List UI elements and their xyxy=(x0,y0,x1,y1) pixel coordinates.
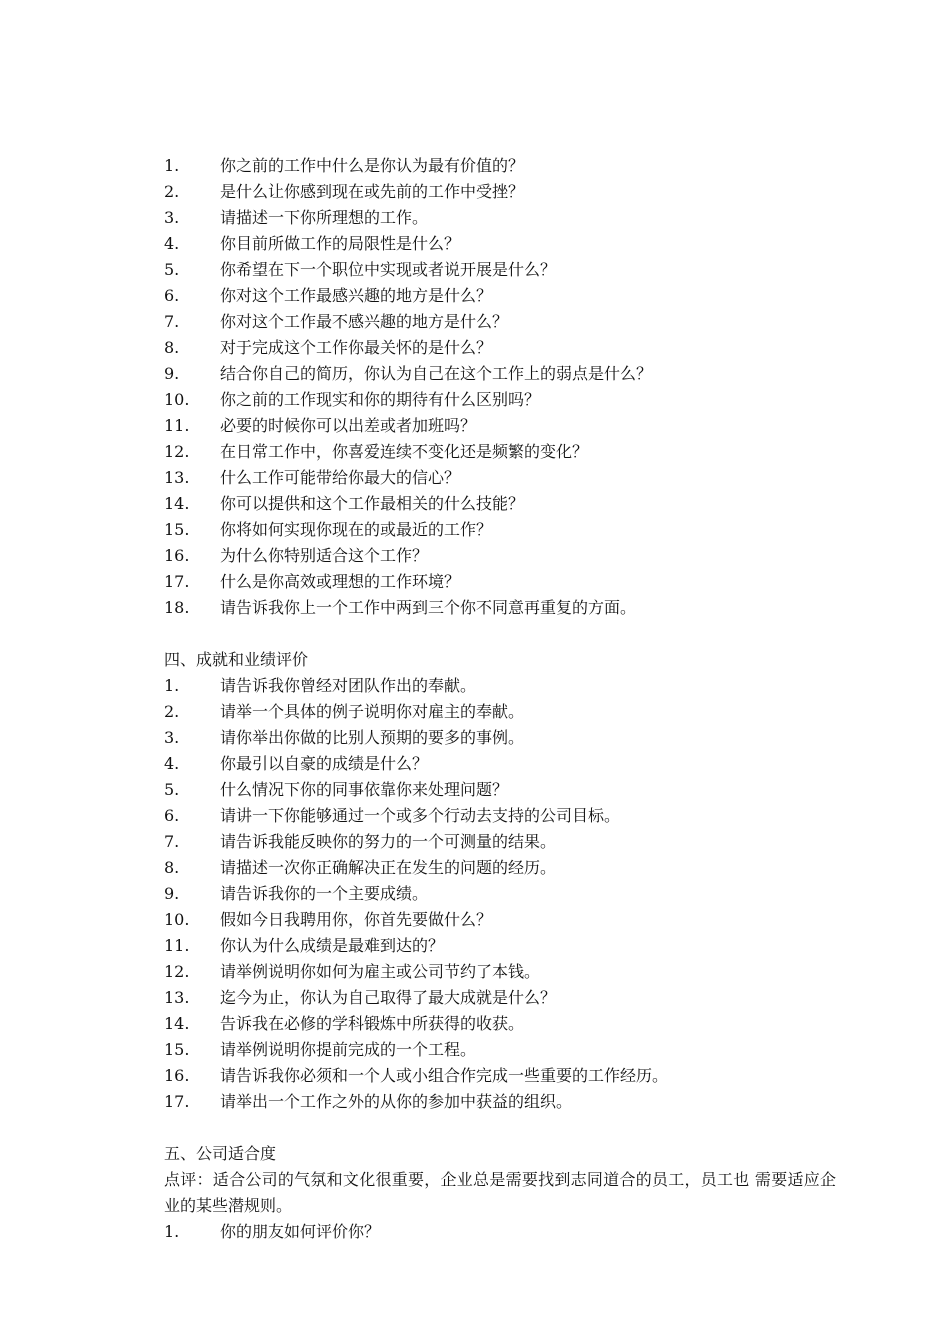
item-text: 必要的时候你可以出差或者加班吗？ xyxy=(220,416,477,435)
list-item xyxy=(164,413,844,439)
list-item xyxy=(164,985,844,1011)
item-number: 2. xyxy=(164,182,180,201)
list-item xyxy=(164,179,844,205)
item-number: 10. xyxy=(164,910,190,929)
item-text: 请描述一次你正确解决正在发生的问题的经历。 xyxy=(220,858,557,877)
list-item xyxy=(164,543,844,569)
item-number: 3. xyxy=(164,728,180,747)
item-number: 6. xyxy=(164,286,180,305)
list-item xyxy=(164,439,844,465)
item-number: 16. xyxy=(164,1066,190,1085)
item-number: 9. xyxy=(164,364,180,383)
item-text: 在日常工作中，你喜爱连续不变化还是频繁的变化？ xyxy=(220,442,589,461)
list-item xyxy=(164,1219,844,1245)
item-text: 你之前的工作现实和你的期待有什么区别吗？ xyxy=(220,390,541,409)
item-text: 请举例说明你如何为雇主或公司节约了本钱。 xyxy=(220,962,541,981)
list-item xyxy=(164,855,844,881)
item-text: 什么工作可能带给你最大的信心？ xyxy=(220,468,461,487)
list-item xyxy=(164,491,844,517)
item-number: 17. xyxy=(164,1092,190,1111)
item-text: 请告诉我你的一个主要成绩。 xyxy=(220,884,429,903)
list-item xyxy=(164,1037,844,1063)
section-company-fit xyxy=(164,1141,844,1245)
list-item xyxy=(164,1063,844,1089)
list-item xyxy=(164,517,844,543)
list-item xyxy=(164,335,844,361)
list-item xyxy=(164,283,844,309)
item-text: 你对这个工作最不感兴趣的地方是什么？ xyxy=(220,312,509,331)
item-number: 9. xyxy=(164,884,180,903)
item-number: 8. xyxy=(164,858,180,877)
item-number: 7. xyxy=(164,312,180,331)
spacer xyxy=(164,621,844,647)
item-number: 6. xyxy=(164,806,180,825)
item-number: 8. xyxy=(164,338,180,357)
item-number: 1. xyxy=(164,156,180,175)
list-item xyxy=(164,907,844,933)
section-achievements xyxy=(164,647,844,1115)
list-item xyxy=(164,933,844,959)
item-number: 14. xyxy=(164,1014,190,1033)
item-number: 18. xyxy=(164,598,190,617)
item-text: 请举一个具体的例子说明你对雇主的奉献。 xyxy=(220,702,525,721)
item-text: 请告诉我能反映你的努力的一个可测量的结果。 xyxy=(220,832,557,851)
item-number: 16. xyxy=(164,546,190,565)
item-number: 5. xyxy=(164,780,180,799)
item-text: 什么是你高效或理想的工作环境？ xyxy=(220,572,461,591)
list-item xyxy=(164,673,844,699)
item-number: 13. xyxy=(164,468,190,487)
list-item xyxy=(164,881,844,907)
item-text: 请举例说明你提前完成的一个工程。 xyxy=(220,1040,477,1059)
item-text: 你对这个工作最感兴趣的地方是什么？ xyxy=(220,286,493,305)
item-number: 1. xyxy=(164,1222,180,1241)
item-text: 你最引以自豪的成绩是什么？ xyxy=(220,754,429,773)
item-number: 10. xyxy=(164,390,190,409)
question-list-continued xyxy=(164,153,844,621)
list-item xyxy=(164,725,844,751)
spacer xyxy=(164,1115,844,1141)
item-text: 什么情况下你的同事依靠你来处理问题？ xyxy=(220,780,509,799)
list-item xyxy=(164,751,844,777)
item-text: 你希望在下一个职位中实现或者说开展是什么？ xyxy=(220,260,557,279)
list-item xyxy=(164,465,844,491)
item-number: 7. xyxy=(164,832,180,851)
item-number: 14. xyxy=(164,494,190,513)
section-comment: 点评：适合公司的气氛和文化很重要，企业总是需要找到志同道合的员工，员工也 需要适应企业的某些潜规则。 xyxy=(164,1170,836,1215)
list-item xyxy=(164,1011,844,1037)
list-item xyxy=(164,309,844,335)
section-heading: 五、公司适合度 xyxy=(164,1144,277,1163)
item-number: 4. xyxy=(164,754,180,773)
item-number: 15. xyxy=(164,1040,190,1059)
item-text: 你目前所做工作的局限性是什么？ xyxy=(220,234,461,253)
section-heading: 四、成就和业绩评价 xyxy=(164,650,309,669)
list-item xyxy=(164,205,844,231)
list-item xyxy=(164,959,844,985)
item-number: 2. xyxy=(164,702,180,721)
list-item xyxy=(164,231,844,257)
item-number: 12. xyxy=(164,962,190,981)
list-item xyxy=(164,595,844,621)
list-item xyxy=(164,777,844,803)
item-text: 请你举出你做的比别人预期的要多的事例。 xyxy=(220,728,525,747)
list-item xyxy=(164,829,844,855)
item-text: 结合你自己的简历，你认为自己在这个工作上的弱点是什么？ xyxy=(220,364,653,383)
item-number: 11. xyxy=(164,936,190,955)
item-text: 对于完成这个工作你最关怀的是什么？ xyxy=(220,338,493,357)
list-item xyxy=(164,569,844,595)
item-text: 请告诉我你上一个工作中两到三个你不同意再重复的方面。 xyxy=(220,598,637,617)
list-item xyxy=(164,387,844,413)
item-text: 请举出一个工作之外的从你的参加中获益的组织。 xyxy=(220,1092,573,1111)
list-item xyxy=(164,699,844,725)
item-text: 请讲一下你能够通过一个或多个行动去支持的公司目标。 xyxy=(220,806,621,825)
item-text: 你将如何实现你现在的或最近的工作？ xyxy=(220,520,493,539)
list-item xyxy=(164,1089,844,1115)
list-item xyxy=(164,803,844,829)
list-item xyxy=(164,153,844,179)
item-text: 你认为什么成绩是最难到达的？ xyxy=(220,936,445,955)
item-number: 1. xyxy=(164,676,180,695)
list-item xyxy=(164,361,844,387)
item-number: 15. xyxy=(164,520,190,539)
item-text: 为什么你特别适合这个工作？ xyxy=(220,546,429,565)
item-text: 你的朋友如何评价你？ xyxy=(220,1222,381,1241)
item-number: 5. xyxy=(164,260,180,279)
document-content xyxy=(164,153,844,1245)
item-number: 12. xyxy=(164,442,190,461)
item-text: 请描述一下你所理想的工作。 xyxy=(220,208,429,227)
item-text: 迄今为止，你认为自己取得了最大成就是什么？ xyxy=(220,988,557,1007)
item-text: 你之前的工作中什么是你认为最有价值的？ xyxy=(220,156,525,175)
item-text: 是什么让你感到现在或先前的工作中受挫？ xyxy=(220,182,525,201)
list-item xyxy=(164,257,844,283)
item-number: 11. xyxy=(164,416,190,435)
item-number: 13. xyxy=(164,988,190,1007)
item-text: 请告诉我你曾经对团队作出的奉献。 xyxy=(220,676,477,695)
item-text: 假如今日我聘用你，你首先要做什么？ xyxy=(220,910,493,929)
item-number: 17. xyxy=(164,572,190,591)
item-number: 4. xyxy=(164,234,180,253)
item-text: 请告诉我你必须和一个人或小组合作完成一些重要的工作经历。 xyxy=(220,1066,669,1085)
item-text: 告诉我在必修的学科锻炼中所获得的收获。 xyxy=(220,1014,525,1033)
item-number: 3. xyxy=(164,208,180,227)
item-text: 你可以提供和这个工作最相关的什么技能？ xyxy=(220,494,525,513)
